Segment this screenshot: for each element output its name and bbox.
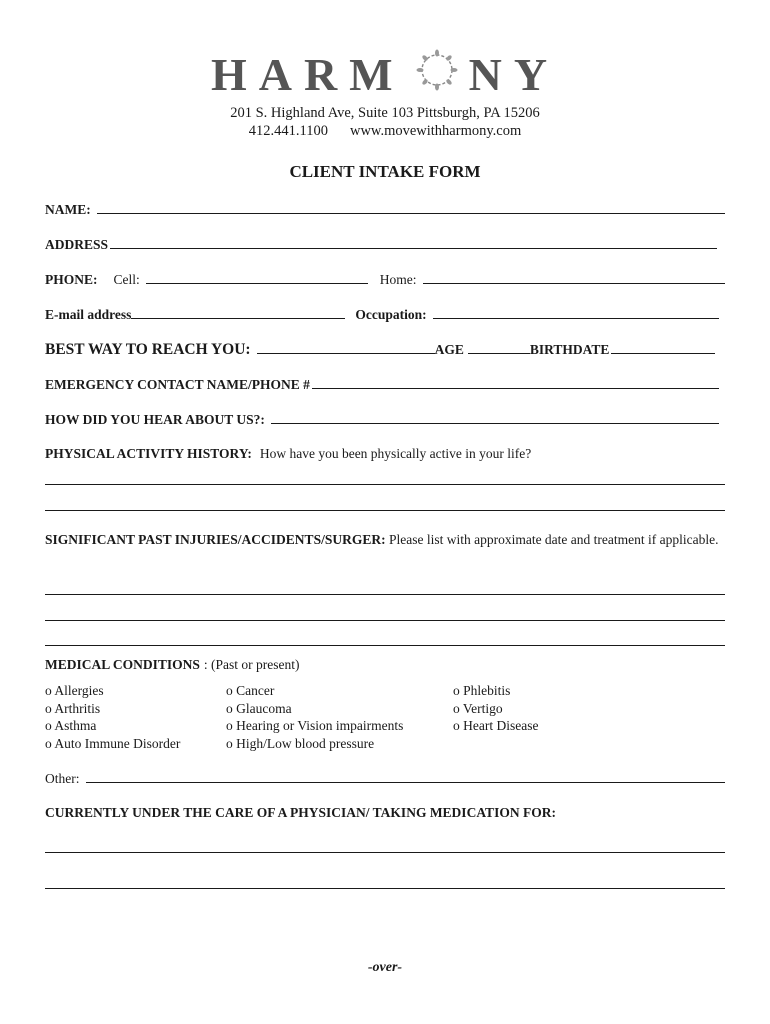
condition-item[interactable]: o Allergies [45, 683, 104, 698]
medical-label: MEDICAL CONDITIONS [45, 657, 200, 672]
conditions-column-1 [45, 682, 180, 752]
reach-row [45, 341, 715, 359]
address-field[interactable] [110, 236, 717, 249]
injuries-block [45, 527, 725, 553]
condition-item[interactable]: o Arthritis [45, 700, 101, 716]
page-footer: -over- [367, 960, 403, 975]
harmony-logo [0, 48, 770, 101]
physician-label: CURRENTLY UNDER THE CARE OF A PHYSICIAN/ TAKING MEDICATION FOR: [45, 805, 556, 820]
injuries-line-3[interactable] [45, 645, 725, 646]
hear-field[interactable] [271, 411, 719, 424]
condition-item[interactable]: o Glaucoma [226, 700, 292, 716]
hear-row [45, 411, 719, 428]
business-address: 201 S. Highland Ave, Suite 103 Pittsburgh, PA 15206 [230, 105, 540, 121]
best-way-label: BEST WAY TO REACH YOU: [45, 341, 251, 358]
age-label: AGE [434, 342, 464, 357]
name-label: NAME: [45, 202, 91, 217]
age-field[interactable] [468, 341, 530, 354]
email-row [45, 306, 719, 323]
phone-row [45, 271, 725, 288]
conditions-column-3 [453, 682, 538, 735]
conditions-column-2 [226, 682, 403, 752]
address-row [45, 236, 717, 253]
injuries-line-2[interactable] [45, 620, 725, 621]
condition-item[interactable]: o Phlebitis [453, 683, 511, 698]
emergency-row [45, 376, 719, 393]
phone-label: PHONE: [45, 272, 98, 287]
business-contact [0, 122, 770, 140]
occupation-label: Occupation: [355, 307, 427, 322]
cell-field[interactable] [146, 271, 368, 284]
business-phone: 412.441.1100 [248, 123, 328, 139]
name-field[interactable] [97, 201, 725, 214]
business-website: www.movewithharmony.com [349, 123, 522, 139]
condition-item[interactable]: o Auto Immune Disorder [45, 735, 181, 751]
activity-label: PHYSICAL ACTIVITY HISTORY: [45, 446, 252, 461]
physician-row [45, 805, 725, 821]
wreath-icon [415, 48, 459, 92]
email-field[interactable] [131, 306, 345, 319]
other-row [45, 770, 725, 787]
birthdate-label: BIRTHDATE [529, 342, 610, 357]
form-title: CLIENT INTAKE FORM [289, 162, 481, 181]
condition-item[interactable]: o High/Low blood pressure [226, 735, 375, 751]
injuries-prompt: Please list with approximate date and treatment if applicable. [388, 532, 719, 547]
activity-line-1[interactable] [45, 484, 725, 485]
activity-row [45, 446, 725, 462]
cell-label: Cell: [113, 272, 140, 287]
emergency-field[interactable] [312, 376, 719, 389]
injuries-label: SIGNIFICANT PAST INJURIES/ACCIDENTS/SURGER: [45, 532, 386, 547]
best-way-field[interactable] [257, 341, 435, 354]
medical-row [45, 657, 725, 673]
medical-note: : (Past or present) [203, 657, 300, 672]
injuries-line-1[interactable] [45, 594, 725, 595]
email-label: E-mail address [45, 307, 132, 322]
other-field[interactable] [86, 770, 726, 783]
birthdate-field[interactable] [611, 341, 715, 354]
physician-line-1[interactable] [45, 852, 725, 853]
activity-question: How have you been physically active in your life? [259, 446, 532, 461]
name-row [45, 201, 725, 218]
condition-item[interactable]: o Heart Disease [453, 718, 539, 733]
other-label: Other: [45, 771, 80, 786]
condition-item[interactable]: o Asthma [45, 718, 97, 733]
activity-line-2[interactable] [45, 510, 725, 511]
occupation-field[interactable] [433, 306, 719, 319]
address-label: ADDRESS [45, 237, 109, 252]
hear-label: HOW DID YOU HEAR ABOUT US?: [45, 412, 265, 427]
condition-item[interactable]: o Vertigo [453, 700, 503, 716]
home-field[interactable] [423, 271, 726, 284]
condition-item[interactable]: o Cancer [226, 683, 275, 698]
physician-line-2[interactable] [45, 888, 725, 889]
condition-item[interactable]: o Hearing or Vision impairments [226, 718, 404, 733]
emergency-label: EMERGENCY CONTACT NAME/PHONE # [45, 377, 310, 392]
logo-text-right: NY [468, 49, 560, 100]
logo-text-left: HARM [210, 49, 405, 100]
home-label: Home: [379, 272, 417, 287]
